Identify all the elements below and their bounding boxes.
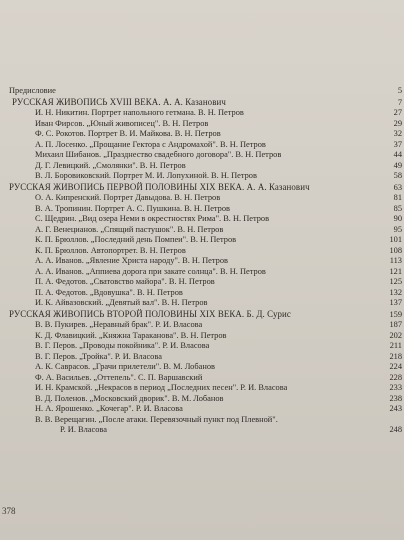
entry-title: А. А. Иванов. „Явление Христа народу". В. Н. Петров: [35, 256, 228, 265]
toc-entry: [0, 341, 404, 352]
entry-page-number: 63: [393, 182, 402, 192]
page-number: 378: [2, 506, 16, 516]
entry-page-number: 132: [389, 287, 402, 297]
entry-page-number: 37: [393, 139, 402, 149]
entry-page-number: 224: [389, 362, 402, 371]
entry-page-number: 243: [389, 404, 402, 413]
entry-page-number: 211: [389, 341, 402, 350]
entry-page-number: 95: [393, 224, 402, 234]
entry-page-number: 233: [389, 383, 402, 392]
toc-entry: [0, 246, 404, 257]
entry-page-number: 90: [393, 214, 402, 223]
toc-section-heading: [0, 182, 404, 194]
entry-title: А. К. Саврасов. „Грачи прилетели". В. М. Лобанов: [35, 362, 215, 371]
entry-title: В. Г. Перов. „Проводы покойника". Р. И. Власова: [35, 341, 210, 350]
entry-page-number: 202: [389, 330, 402, 340]
table-of-contents: [0, 86, 404, 436]
entry-page-number: 5: [397, 86, 402, 95]
entry-page-number: 101: [389, 235, 402, 244]
entry-page-number: 44: [393, 150, 402, 159]
entry-title: А. П. Лосенко. „Прощание Гектора с Андромахой". В. Н. Петров: [35, 139, 266, 149]
entry-page-number: 218: [389, 351, 402, 361]
toc-entry: [0, 119, 404, 130]
section-title: РУССКАЯ ЖИВОПИСЬ ПЕРВОЙ ПОЛОВИНЫ XIX ВЕКА. А. А. Казанович: [9, 181, 310, 192]
entry-title: П. А. Федотов. „Вдовушка". В. Н. Петров: [35, 287, 183, 297]
entry-title: Н. А. Ярошенко. „Кочегар". Р. И. Власова: [35, 404, 183, 413]
toc-entry: [0, 373, 404, 384]
toc-entry: [0, 140, 404, 151]
entry-title: О. А. Кипренский. Портрет Давыдова. В. Н. Петров: [35, 193, 221, 202]
toc-entry: [0, 204, 404, 215]
entry-page-number: 49: [393, 160, 402, 170]
toc-entry: [0, 214, 404, 225]
section-title: РУССКАЯ ЖИВОПИСЬ ВТОРОЙ ПОЛОВИНЫ XIX ВЕКА. Б. Д. Сурис: [9, 308, 291, 319]
entry-page-number: 113: [389, 256, 402, 265]
entry-page-number: 29: [393, 118, 402, 128]
entry-page-number: 159: [389, 309, 402, 319]
entry-page-number: 85: [393, 203, 402, 213]
toc-entry: [0, 235, 404, 246]
entry-page-number: 108: [389, 245, 402, 255]
toc-entry: [0, 394, 404, 405]
toc-entry: [0, 320, 404, 331]
entry-title: В. В. Пукирев. „Неравный брак". Р. И. Власова: [35, 320, 203, 329]
entry-page-number: 7: [397, 97, 402, 107]
toc-entry: [0, 352, 404, 363]
entry-title: П. А. Федотов. „Сватовство майора". В. Н. Петров: [35, 277, 215, 286]
entry-title: Предисловие: [9, 86, 56, 95]
entry-page-number: 125: [389, 277, 402, 286]
entry-title: И. Н. Крамской. „Некрасов в период „Последних песен". Р. И. Власова: [35, 383, 288, 392]
entry-title: Р. И. Власова: [60, 425, 107, 434]
toc-entry: [0, 404, 404, 415]
entry-title: В. Д. Поленов. „Московский дворик". В. М. Лобанов: [35, 393, 224, 403]
toc-entry: [0, 425, 404, 436]
entry-title: Михаил Шибанов. „Празднество свадебного договора". В. Н. Петров: [35, 150, 282, 159]
toc-entry: [0, 193, 404, 204]
toc-entry: [0, 288, 404, 299]
entry-title: А. А. Иванов. „Аппиева дорога при закате солнца". В. Н. Петров: [35, 266, 266, 276]
toc-entry: [0, 415, 404, 426]
entry-page-number: 32: [393, 129, 402, 138]
entry-title: И. Н. Никитин. Портрет напольного гетмана. В. Н. Петров: [35, 108, 244, 117]
toc-entry: [0, 362, 404, 373]
toc-entry: [0, 129, 404, 140]
entry-title: В. А. Тропинин. Портрет А. С. Пушкина. В. Н. Петров: [35, 203, 231, 213]
entry-title: К. Д. Флавицкий. „Княжна Тараканова". В. Н. Петров: [35, 330, 227, 340]
entry-page-number: 27: [393, 108, 402, 117]
entry-page-number: 121: [389, 266, 402, 276]
entry-title: В. В. Верещагин. „После атаки. Перевязочный пункт под Плевной".: [35, 414, 278, 424]
entry-page-number: 248: [389, 425, 402, 434]
entry-page-number: 187: [389, 320, 402, 329]
toc-section-heading: [0, 97, 404, 109]
entry-title: Д. Г. Левицкий. „Смолянки". В. Н. Петров: [35, 160, 186, 170]
entry-title: К. П. Брюллов. „Последний день Помпеи". В. Н. Петров: [35, 235, 237, 244]
entry-page-number: 137: [389, 298, 402, 307]
toc-entry: [0, 225, 404, 236]
toc-entry: [0, 267, 404, 278]
entry-title: И. К. Айвазовский. „Девятый вал". В. Н. Петров: [35, 298, 208, 307]
toc-entry: [0, 150, 404, 161]
entry-page-number: 81: [393, 193, 402, 202]
toc-entry: [0, 298, 404, 309]
entry-title: К. П. Брюллов. Автопортрет. В. Н. Петров: [35, 245, 186, 255]
entry-title: В. Л. Боровиковский. Портрет М. И. Лопухиной. В. Н. Петров: [35, 171, 257, 180]
toc-entry: [0, 161, 404, 172]
entry-title: С. Щедрин. „Вид озера Неми в окрестностях Рима". В. Н. Петров: [35, 214, 270, 223]
toc-section-heading: [0, 309, 404, 321]
toc-entry: [0, 108, 404, 119]
toc-entry: [0, 331, 404, 342]
entry-title: В. Г. Перов. „Тройка". Р. И. Власова: [35, 351, 162, 361]
entry-title: Ф. А. Васильев. „Оттепель". С. П. Варшавский: [35, 372, 203, 382]
toc-entry: [0, 171, 404, 182]
entry-page-number: 238: [389, 393, 402, 403]
entry-title: Иван Фирсов. „Юный живописец". В. Н. Петров: [35, 118, 209, 128]
toc-entry: [0, 383, 404, 394]
toc-entry: [0, 256, 404, 267]
entry-page-number: 228: [389, 372, 402, 382]
entry-page-number: 58: [393, 171, 402, 180]
entry-title: Ф. С. Рокотов. Портрет В. И. Майкова. В. Н. Петров: [35, 129, 221, 138]
entry-title: А. Г. Венецианов. „Спящий пастушок". В. Н. Петров: [35, 224, 224, 234]
section-title: РУССКАЯ ЖИВОПИСЬ XVIII ВЕКА. А. А. Казанович: [12, 96, 226, 107]
toc-entry: [0, 277, 404, 288]
toc-entry: [0, 86, 404, 97]
